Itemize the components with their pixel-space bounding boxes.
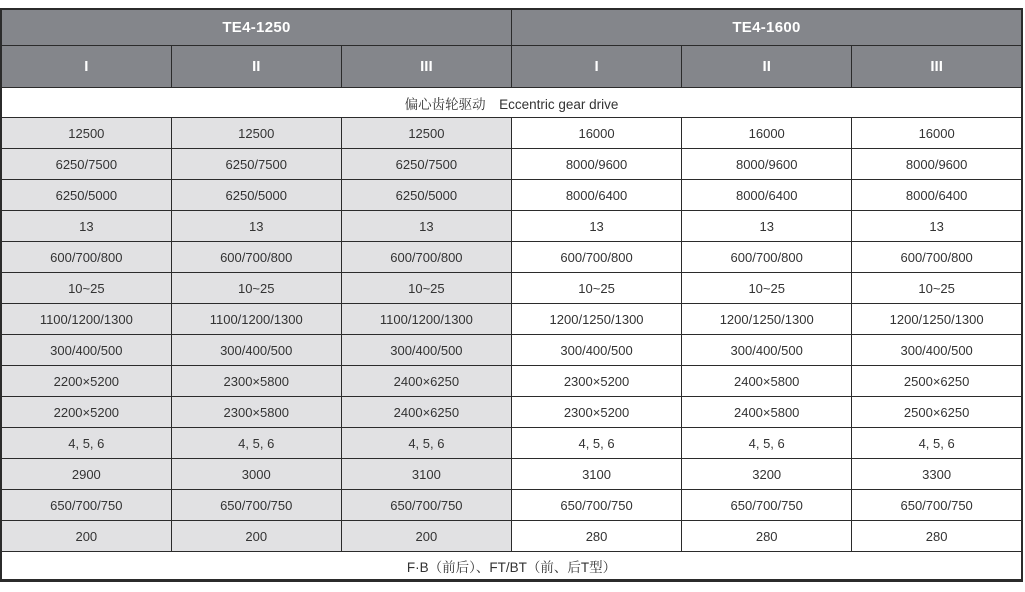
table-cell: 300/400/500	[852, 335, 1022, 366]
table-cell: 13	[682, 211, 852, 242]
table-cell: 6250/7500	[1, 149, 171, 180]
table-cell: 300/400/500	[341, 335, 511, 366]
table-cell: 600/700/800	[341, 242, 511, 273]
table-cell: 3000	[171, 459, 341, 490]
table-row	[1, 273, 1022, 304]
table-cell: 12500	[171, 118, 341, 149]
table-cell: 16000	[511, 118, 681, 149]
table-cell: 12500	[341, 118, 511, 149]
table-cell: 200	[1, 521, 171, 552]
table-cell: 4, 5, 6	[171, 428, 341, 459]
footer-row	[1, 552, 1022, 581]
variant-header-1250-i: I	[1, 46, 171, 88]
table-row	[1, 335, 1022, 366]
variant-header-row	[1, 46, 1022, 88]
model-header-te4-1250: TE4-1250	[1, 9, 511, 46]
table-row	[1, 304, 1022, 335]
table-row	[1, 366, 1022, 397]
drive-type-row	[1, 88, 1022, 118]
table-cell: 6250/5000	[171, 180, 341, 211]
table-row	[1, 211, 1022, 242]
table-cell: 6250/7500	[171, 149, 341, 180]
table-row	[1, 242, 1022, 273]
table-cell: 600/700/800	[852, 242, 1022, 273]
table-cell: 10~25	[341, 273, 511, 304]
table-cell: 12500	[1, 118, 171, 149]
table-cell: 650/700/750	[1, 490, 171, 521]
table-cell: 10~25	[852, 273, 1022, 304]
model-header-row	[1, 9, 1022, 46]
table-cell: 6250/7500	[341, 149, 511, 180]
table-cell: 200	[171, 521, 341, 552]
table-cell: 2400×6250	[341, 397, 511, 428]
variant-header-1600-i: I	[511, 46, 681, 88]
table-cell: 2400×5800	[682, 366, 852, 397]
table-cell: 2300×5800	[171, 366, 341, 397]
table-cell: 8000/9600	[682, 149, 852, 180]
table-cell: 650/700/750	[682, 490, 852, 521]
table-cell: 8000/6400	[682, 180, 852, 211]
table-cell: 6250/5000	[341, 180, 511, 211]
table-cell: 3100	[511, 459, 681, 490]
table-cell: 300/400/500	[511, 335, 681, 366]
table-cell: 4, 5, 6	[341, 428, 511, 459]
table-cell: 13	[852, 211, 1022, 242]
table-row	[1, 459, 1022, 490]
table-row	[1, 521, 1022, 552]
table-row	[1, 490, 1022, 521]
table-cell: 600/700/800	[682, 242, 852, 273]
variant-header-1250-iii: III	[341, 46, 511, 88]
table-cell: 1100/1200/1300	[171, 304, 341, 335]
table-cell: 2900	[1, 459, 171, 490]
table-cell: 2200×5200	[1, 397, 171, 428]
table-cell: 2300×5200	[511, 397, 681, 428]
table-cell: 2300×5200	[511, 366, 681, 397]
table-cell: 650/700/750	[341, 490, 511, 521]
table-cell: 280	[511, 521, 681, 552]
drive-type-cell: 偏心齿轮驱动 Eccentric gear drive	[1, 88, 1022, 118]
table-cell: 4, 5, 6	[1, 428, 171, 459]
table-row	[1, 149, 1022, 180]
variant-header-1250-ii: II	[171, 46, 341, 88]
table-cell: 4, 5, 6	[682, 428, 852, 459]
table-cell: 3200	[682, 459, 852, 490]
table-cell: 10~25	[682, 273, 852, 304]
table-cell: 10~25	[171, 273, 341, 304]
table-cell: 13	[511, 211, 681, 242]
table-cell: 650/700/750	[511, 490, 681, 521]
footer-cell: F·B（前后）、FT/BT（前、后T型）	[1, 552, 1022, 581]
table-cell: 2500×6250	[852, 366, 1022, 397]
table-cell: 16000	[682, 118, 852, 149]
table-cell: 4, 5, 6	[852, 428, 1022, 459]
table-cell: 1100/1200/1300	[341, 304, 511, 335]
spec-table	[0, 8, 1023, 582]
table-cell: 10~25	[511, 273, 681, 304]
table-cell: 10~25	[1, 273, 171, 304]
table-cell: 13	[171, 211, 341, 242]
table-cell: 300/400/500	[1, 335, 171, 366]
table-cell: 300/400/500	[171, 335, 341, 366]
table-cell: 1200/1250/1300	[852, 304, 1022, 335]
table-cell: 2400×5800	[682, 397, 852, 428]
table-cell: 2400×6250	[341, 366, 511, 397]
table-cell: 650/700/750	[852, 490, 1022, 521]
table-cell: 200	[341, 521, 511, 552]
table-row	[1, 428, 1022, 459]
table-cell: 2200×5200	[1, 366, 171, 397]
table-cell: 8000/6400	[511, 180, 681, 211]
table-cell: 8000/9600	[511, 149, 681, 180]
table-cell: 3100	[341, 459, 511, 490]
table-cell: 1200/1250/1300	[682, 304, 852, 335]
model-header-te4-1600: TE4-1600	[511, 9, 1022, 46]
table-cell: 280	[682, 521, 852, 552]
table-cell: 4, 5, 6	[511, 428, 681, 459]
table-cell: 1100/1200/1300	[1, 304, 171, 335]
table-cell: 280	[852, 521, 1022, 552]
table-cell: 8000/6400	[852, 180, 1022, 211]
variant-header-1600-ii: II	[682, 46, 852, 88]
table-cell: 2300×5800	[171, 397, 341, 428]
table-cell: 6250/5000	[1, 180, 171, 211]
table-cell: 13	[341, 211, 511, 242]
table-cell: 13	[1, 211, 171, 242]
table-cell: 16000	[852, 118, 1022, 149]
table-row	[1, 397, 1022, 428]
table-cell: 1200/1250/1300	[511, 304, 681, 335]
table-row	[1, 118, 1022, 149]
table-cell: 650/700/750	[171, 490, 341, 521]
table-cell: 2500×6250	[852, 397, 1022, 428]
table-cell: 600/700/800	[171, 242, 341, 273]
table-cell: 600/700/800	[1, 242, 171, 273]
table-cell: 3300	[852, 459, 1022, 490]
table-cell: 300/400/500	[682, 335, 852, 366]
variant-header-1600-iii: III	[852, 46, 1022, 88]
table-row	[1, 180, 1022, 211]
table-cell: 8000/9600	[852, 149, 1022, 180]
table-cell: 600/700/800	[511, 242, 681, 273]
